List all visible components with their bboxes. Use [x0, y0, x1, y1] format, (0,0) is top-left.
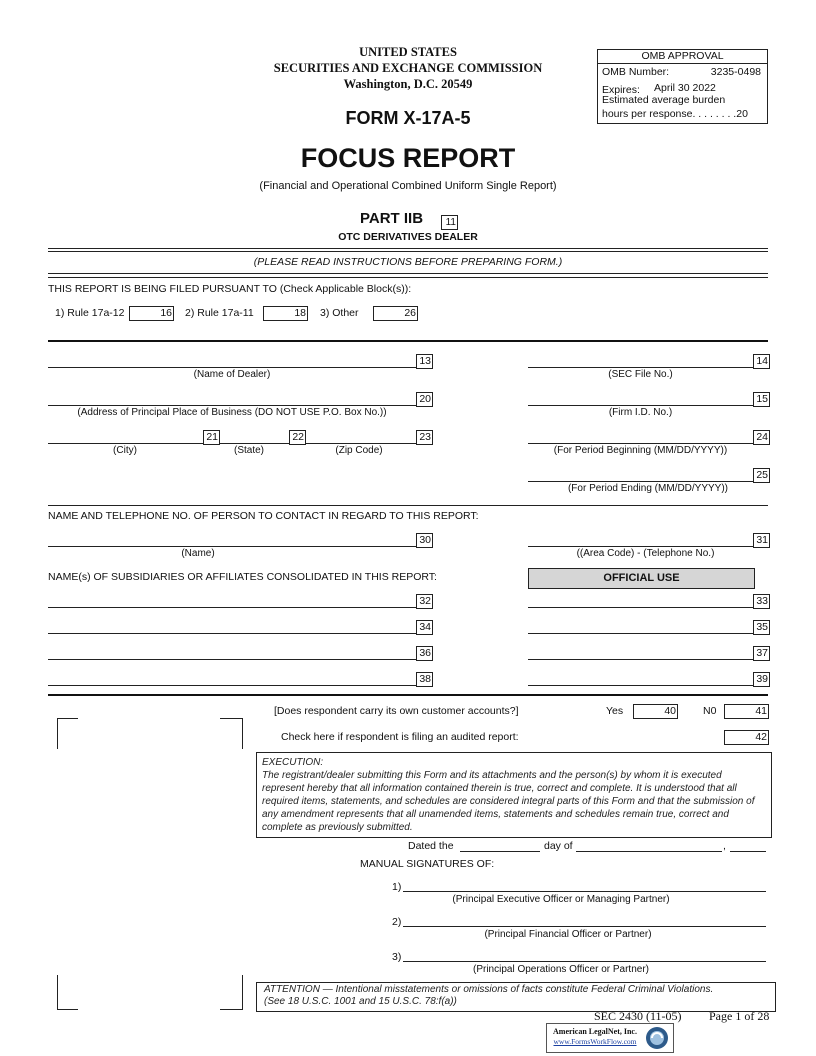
omb-burden-line1: Estimated average burden	[602, 94, 726, 106]
subsidiary-code[interactable]: 32	[416, 594, 433, 609]
period-end-caption: (For Period Ending (MM/DD/YYYY))	[567, 483, 729, 494]
part-label: PART IIB	[360, 210, 424, 227]
publisher-url[interactable]: www.FormsWorkFlow.com	[553, 1037, 637, 1046]
agency-line-2: SECURITIES AND EXCHANGE COMMISSION	[273, 61, 543, 75]
form-code: SEC 2430 (11-05)	[594, 1009, 682, 1023]
report-title: FOCUS REPORT	[300, 143, 516, 173]
sig2-number: 2)	[392, 916, 402, 928]
sec-file-line[interactable]	[528, 367, 753, 368]
city-state-zip-line[interactable]	[48, 443, 416, 444]
period-end-line[interactable]	[528, 481, 753, 482]
omb-expires-value: April 30 2022	[654, 82, 716, 94]
date-day-line[interactable]	[460, 851, 540, 852]
sig2-line[interactable]	[403, 926, 766, 927]
subsidiary-line[interactable]	[48, 633, 416, 634]
sig2-caption: (Principal Financial Officer or Partner)	[484, 929, 652, 940]
filing-opt2-label: 2) Rule 17a-11	[185, 307, 254, 319]
subsidiary-line[interactable]	[48, 685, 416, 686]
subsidiary-code[interactable]: 34	[416, 620, 433, 635]
dealer-name-caption: (Name of Dealer)	[193, 369, 271, 380]
official-use-code[interactable]: 37	[753, 646, 770, 661]
dealer-name-line[interactable]	[48, 367, 416, 368]
no-label: N0	[703, 705, 717, 717]
official-use-line[interactable]	[528, 685, 753, 686]
period-begin-caption: (For Period Beginning (MM/DD/YYYY))	[553, 445, 728, 456]
address-line[interactable]	[48, 405, 416, 406]
publisher-emblem-icon	[645, 1026, 669, 1050]
contact-phone-line[interactable]	[528, 546, 753, 547]
part-code-box[interactable]: 11	[441, 215, 458, 230]
omb-expires-label: Expires:	[602, 84, 640, 96]
firm-id-caption: (Firm I.D. No.)	[608, 407, 673, 418]
zip-code[interactable]: 23	[416, 430, 433, 445]
publisher-logo	[546, 1023, 674, 1053]
contact-name-code[interactable]: 30	[416, 533, 433, 548]
official-use-code[interactable]: 39	[753, 672, 770, 687]
audited-box[interactable]: 42	[724, 730, 769, 745]
sig1-caption: (Principal Executive Officer or Managing Partner)	[452, 894, 670, 905]
omb-number-label: OMB Number:	[602, 66, 670, 78]
subsidiary-line[interactable]	[48, 659, 416, 660]
omb-title: OMB APPROVAL	[598, 50, 767, 64]
stamp-area-bottom	[57, 975, 243, 1010]
zip-caption: (Zip Code)	[335, 445, 383, 456]
date-month-line[interactable]	[576, 851, 722, 852]
subsidiary-line[interactable]	[48, 607, 416, 608]
filing-opt3-label: 3) Other	[320, 307, 359, 319]
filing-opt1-label: 1) Rule 17a-12	[55, 307, 125, 319]
sig3-line[interactable]	[403, 961, 766, 962]
omb-number-value: 3235-0498	[710, 66, 761, 78]
official-use-line[interactable]	[528, 607, 753, 608]
period-begin-line[interactable]	[528, 443, 753, 444]
filing-opt2-box[interactable]: 18	[263, 306, 308, 321]
period-begin-code[interactable]: 24	[753, 430, 770, 445]
sec-file-code[interactable]: 14	[753, 354, 770, 369]
customer-accounts-question: [Does respondent carry its own customer accounts?]	[274, 705, 519, 717]
contact-heading: NAME AND TELEPHONE NO. OF PERSON TO CONTACT IN REGARD TO THIS REPORT:	[48, 510, 479, 522]
subsidiary-code[interactable]: 36	[416, 646, 433, 661]
contact-phone-caption: ((Area Code) - (Telephone No.)	[576, 548, 715, 559]
sec-file-caption: (SEC File No.)	[608, 369, 673, 380]
filing-heading: THIS REPORT IS BEING FILED PURSUANT TO (Check Applicable Block(s)):	[48, 283, 412, 295]
contact-phone-code[interactable]: 31	[753, 533, 770, 548]
attention-line2: (See 18 U.S.C. 1001 and 15 U.S.C. 78:f(a))	[264, 996, 457, 1007]
firm-id-code[interactable]: 15	[753, 392, 770, 407]
agency-line-3: Washington, D.C. 20549	[343, 77, 473, 91]
omb-approval-box	[597, 49, 768, 124]
subsidiary-code[interactable]: 38	[416, 672, 433, 687]
agency-line-1: UNITED STATES	[359, 45, 457, 59]
subsidiaries-heading: NAME(s) OF SUBSIDIARIES OR AFFILIATES CONSOLIDATED IN THIS REPORT:	[48, 571, 437, 583]
yes-label: Yes	[606, 705, 624, 717]
state-code[interactable]: 22	[289, 430, 306, 445]
attention-box	[256, 982, 776, 1012]
official-use-box: OFFICIAL USE	[528, 568, 755, 589]
city-code[interactable]: 21	[203, 430, 220, 445]
dealer-name-code[interactable]: 13	[416, 354, 433, 369]
manual-signatures-label: MANUAL SIGNATURES OF:	[360, 858, 495, 870]
audited-question: Check here if respondent is filing an audited report:	[281, 731, 519, 743]
dated-the-label: Dated the	[408, 840, 454, 852]
no-box[interactable]: 41	[724, 704, 769, 719]
instructions: (PLEASE READ INSTRUCTIONS BEFORE PREPARING FORM.)	[253, 256, 563, 268]
address-code[interactable]: 20	[416, 392, 433, 407]
execution-box	[256, 752, 772, 838]
sig3-number: 3)	[392, 951, 402, 963]
publisher-name: American LegalNet, Inc.	[553, 1027, 637, 1036]
attention-line1: ATTENTION — Intentional misstatements or omissions of facts constitute Federal Criminal Violations.	[264, 984, 714, 995]
sig3-caption: (Principal Operations Officer or Partner)	[473, 964, 649, 975]
state-caption: (State)	[233, 445, 264, 456]
sig1-line[interactable]	[403, 891, 766, 892]
stamp-area-top	[57, 718, 243, 749]
contact-name-line[interactable]	[48, 546, 416, 547]
official-use-line[interactable]	[528, 659, 753, 660]
yes-box[interactable]: 40	[633, 704, 678, 719]
day-of-label: day of	[544, 840, 573, 852]
part-sub: OTC DERIVATIVES DEALER	[338, 231, 478, 243]
filing-opt3-box[interactable]: 26	[373, 306, 418, 321]
contact-name-caption: (Name)	[181, 548, 215, 559]
filing-opt1-box[interactable]: 16	[129, 306, 174, 321]
date-year-line[interactable]	[730, 851, 766, 852]
official-use-code[interactable]: 33	[753, 594, 770, 609]
sig1-number: 1)	[392, 881, 402, 893]
execution-text: The registrant/dealer submitting this Form and its attachments and the person(s) by whom it is executed represent hereby that all information contained therein is true, correct and complete. It is understood that all required items, statements, and schedules are considered integral parts of this Form and that the submission of any amendment represents that all unamended items, statements and schedules remain true, correct and complete as previously submitted.	[262, 770, 755, 833]
firm-id-line[interactable]	[528, 405, 753, 406]
address-caption: (Address of Principal Place of Business (DO NOT USE P.O. Box No.))	[77, 407, 387, 418]
page-number: Page 1 of 28	[709, 1009, 770, 1023]
city-caption: (City)	[113, 445, 137, 456]
omb-burden-line2: hours per response. . . . . . . .20	[602, 108, 748, 120]
period-end-code[interactable]: 25	[753, 468, 770, 483]
execution-title: EXECUTION:	[262, 757, 324, 768]
official-use-line[interactable]	[528, 633, 753, 634]
report-subtitle: (Financial and Operational Combined Uniform Single Report)	[259, 180, 557, 192]
form-name: FORM X-17A-5	[345, 108, 471, 128]
official-use-code[interactable]: 35	[753, 620, 770, 635]
date-comma: ,	[723, 840, 726, 852]
